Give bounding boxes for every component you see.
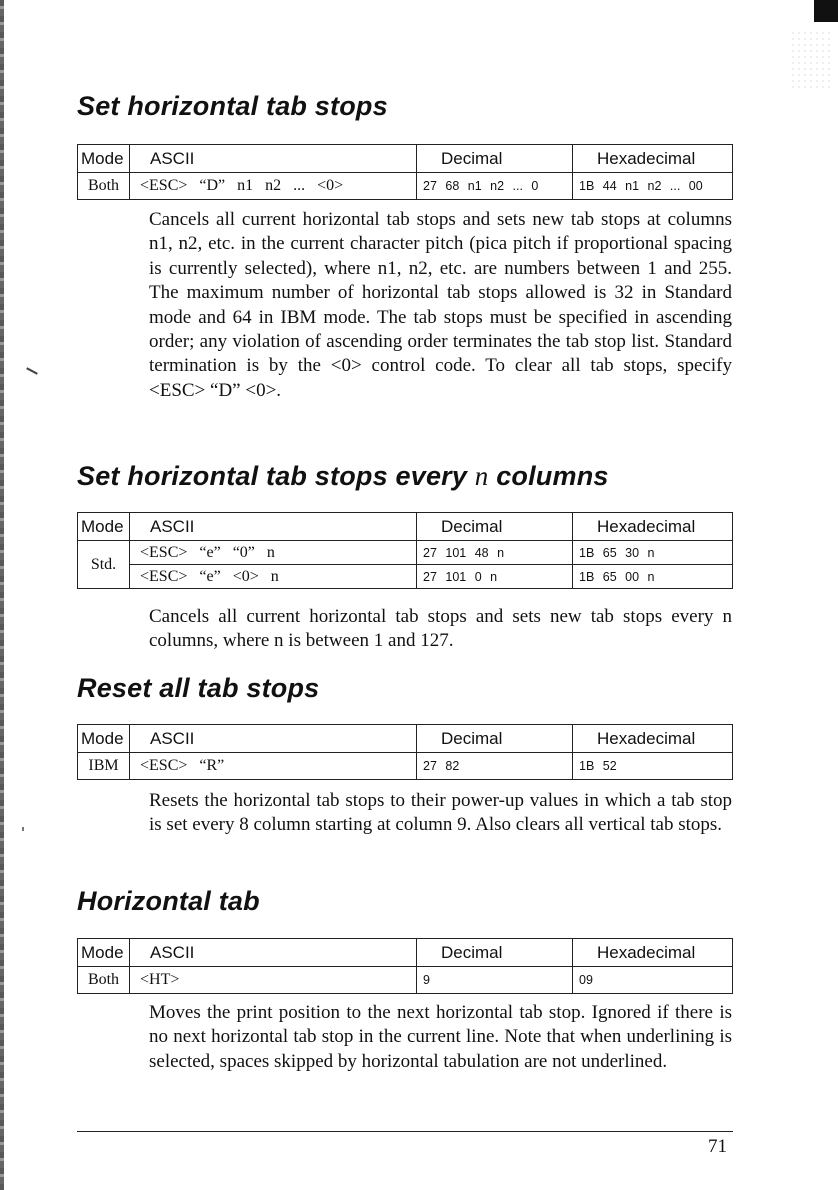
mode-cell: Both [78, 173, 130, 200]
ascii-cell: <ESC> “e” <0> n [130, 565, 417, 589]
decimal-cell: 27 101 0 n [417, 565, 573, 589]
hexadecimal-header: Hexadecimal [573, 145, 733, 173]
command-table-reset-tab-stops [77, 724, 733, 780]
command-table-horizontal-tab [77, 938, 733, 994]
hexadecimal-header: Hexadecimal [573, 513, 733, 541]
section-heading-tab-every-n [77, 460, 609, 492]
ascii-header: ASCII [130, 513, 417, 541]
hex-cell: 09 [573, 967, 733, 994]
decimal-cell: 27 101 48 n [417, 541, 573, 565]
table-header-row [78, 513, 733, 541]
decimal-cell: 27 82 [417, 753, 573, 780]
decimal-header: Decimal [417, 513, 573, 541]
table-header-row [78, 725, 733, 753]
decimal-cell: 27 68 n1 n2 ... 0 [417, 173, 573, 200]
table-row [78, 565, 733, 589]
ascii-cell: <ESC> “e” “0” n [130, 541, 417, 565]
ascii-cell: <HT> [130, 967, 417, 994]
heading-text: columns [488, 461, 609, 491]
table-row [78, 967, 733, 994]
footer-rule [77, 1131, 733, 1132]
hex-cell: 1B 65 30 n [573, 541, 733, 565]
mode-header: Mode [78, 725, 130, 753]
command-table-tab-every-n [77, 512, 733, 589]
section-description: Resets the horizontal tab stops to their power-up values in which a tab stop is set every 8 column starting at column 9. Also clears all vertical tab stops. [149, 790, 732, 836]
section-heading-reset-tab-stops: Reset all tab stops [77, 673, 320, 703]
table-row [78, 753, 733, 780]
section-heading-set-tab-stops: Set horizontal tab stops [77, 91, 388, 121]
mode-header: Mode [78, 145, 130, 173]
section-description: Cancels all current horizontal tab stops and sets new tab stops at columns n1, n2, etc. in the current character pitch (pica pitch if proportional spacing is currently selected), where n1, n2, etc. are numbers between 1 and 255. The maximum number of horizontal tab stops allowed is 32 in Standard mode and 64 in IBM mode. The tab stops must be specified in ascending order; any violation of ascending order terminates the tab stop list. Standard termination is by the <0> control code. To clear all tab stops, specify <ESC> “D” <0>. [149, 209, 732, 401]
decimal-header: Decimal [417, 145, 573, 173]
scan-noise [790, 30, 830, 90]
hex-cell: 1B 44 n1 n2 ... 00 [573, 173, 733, 200]
page-number: 71 [708, 1136, 727, 1157]
decimal-header: Decimal [417, 725, 573, 753]
ascii-header: ASCII [130, 145, 417, 173]
section-description: Cancels all current horizontal tab stops and sets new tab stops every n columns, where n is between 1 and 127. [149, 606, 732, 652]
scan-stray-dot [22, 827, 24, 831]
mode-cell: IBM [78, 753, 130, 780]
mode-header: Mode [78, 513, 130, 541]
mode-cell: Std. [78, 541, 130, 589]
command-table-set-tab-stops [77, 144, 733, 200]
heading-variable: n [474, 461, 489, 491]
section-heading-horizontal-tab: Horizontal tab [77, 886, 260, 916]
decimal-cell: 9 [417, 967, 573, 994]
scan-binding-edge [0, 0, 4, 1190]
hexadecimal-header: Hexadecimal [573, 939, 733, 967]
hex-cell: 1B 52 [573, 753, 733, 780]
mode-cell: Both [78, 967, 130, 994]
heading-text: Set horizontal tab stops every [77, 461, 475, 491]
scan-corner-mark [814, 0, 838, 22]
section-description: Moves the print position to the next horizontal tab stop. Ignored if there is no next horizontal tab stop in the current line. Note that when underlining is selected, spaces skipped by horizontal tabulation are not underlined. [149, 1002, 732, 1072]
ascii-cell: <ESC> “D” n1 n2 ... <0> [130, 173, 417, 200]
table-header-row [78, 145, 733, 173]
table-row [78, 173, 733, 200]
decimal-header: Decimal [417, 939, 573, 967]
ascii-header: ASCII [130, 725, 417, 753]
ascii-header: ASCII [130, 939, 417, 967]
table-row [78, 541, 733, 565]
ascii-cell: <ESC> “R” [130, 753, 417, 780]
scan-stray-mark [26, 367, 38, 374]
hexadecimal-header: Hexadecimal [573, 725, 733, 753]
table-header-row [78, 939, 733, 967]
hex-cell: 1B 65 00 n [573, 565, 733, 589]
mode-header: Mode [78, 939, 130, 967]
